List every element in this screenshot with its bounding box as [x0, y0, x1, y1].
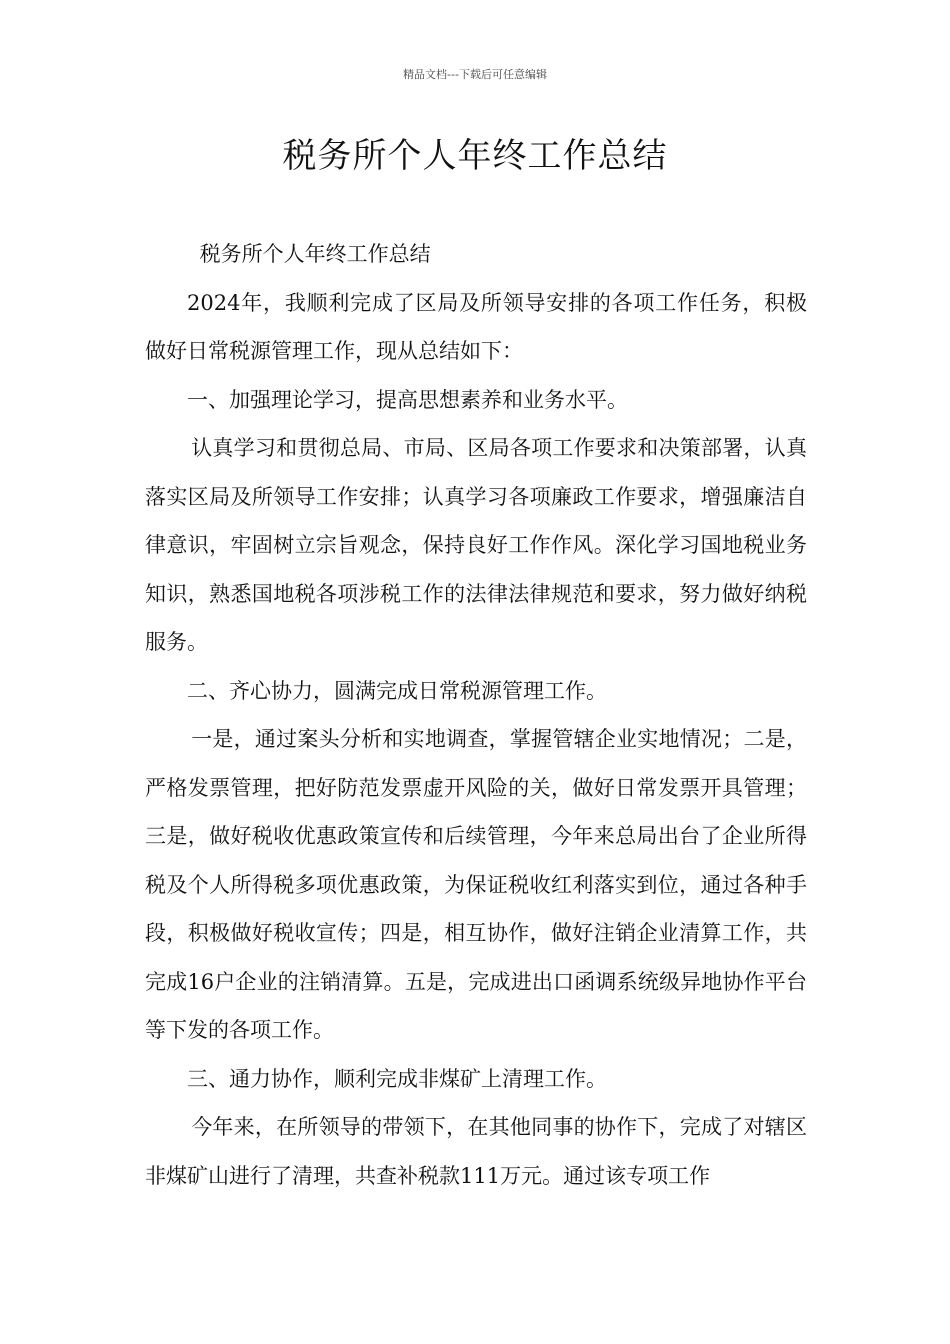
paragraph-section-2: 一是，通过案头分析和实地调查，掌握管辖企业实地情况；二是，严格发票管理，把好防范发票虚开风险的关，做好日常发票开具管理；三是，做好税收优惠政策宣传和后续管理，今年来总局出台了企业所得税及个人所得税多项优惠政策，为保证税收红利落实到位，通过各种手段，积极做好税收宣传；四是，相互协作，做好注销企业清算工作，共完成16户企业的注销清算。五是，完成进出口函调系统级异地协作平台等下发的各项工作。	[145, 727, 807, 1042]
paragraph-intro: 2024年，我顺利完成了区局及所领导安排的各项工作任务，积极做好日常税源管理工作，现从总结如下：	[145, 290, 807, 363]
section-heading-1: 一、加强理论学习，提高思想素养和业务水平。	[187, 387, 628, 412]
paragraph-section-3: 今年来，在所领导的带领下，在其他同事的协作下，完成了对辖区非煤矿山进行了清理，共查补税款111万元。通过该专项工作	[145, 1115, 807, 1188]
document-title: 税务所个人年终工作总结	[282, 136, 668, 176]
document-body	[145, 230, 807, 1200]
header-watermark: 精品文档---下载后可任意编辑	[403, 68, 547, 81]
paragraph-section-1: 认真学习和贯彻总局、市局、区局各项工作要求和决策部署，认真落实区局及所领导工作安排；认真学习各项廉政工作要求，增强廉洁自律意识，牢固树立宗旨观念，保持良好工作作风。深化学习国地税业务知识，熟悉国地税各项涉税工作的法律法律规范和要求，努力做好纳税服务。	[145, 436, 807, 654]
section-heading-3: 三、通力协作，顺利完成非煤矿上清理工作。	[187, 1066, 607, 1091]
body-subtitle: 税务所个人年终工作总结	[199, 242, 431, 266]
section-heading-2: 二、齐心协力，圆满完成日常税源管理工作。	[187, 678, 607, 703]
